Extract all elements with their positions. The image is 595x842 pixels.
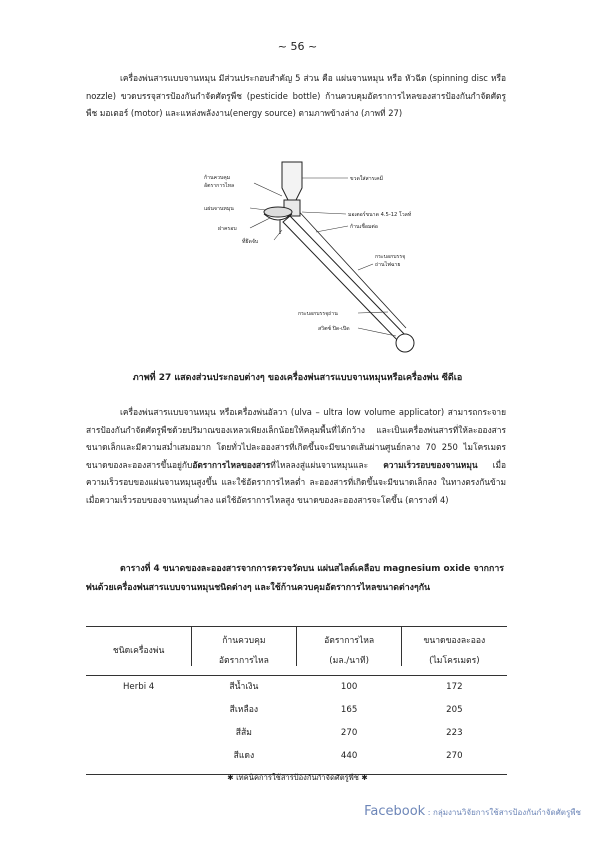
cell-size: 270 [402, 745, 507, 775]
header-flow: อัตราการไหล (มล./นาที) [297, 627, 402, 676]
header-sprayer: ชนิดเครื่องพ่น [86, 627, 191, 676]
cell-size: 172 [446, 682, 463, 692]
label-flow-rod: ก้านควบคุม [204, 175, 231, 181]
spinning-disc [264, 207, 292, 217]
table-row [86, 745, 507, 775]
table-row [86, 699, 507, 722]
cell-sprayer [86, 745, 191, 775]
cell-flow: 100 [340, 682, 358, 692]
intro-text: เครื่องพ่นสารแบบจานหมุน มีส่วนประกอบสำคัญ 5 ส่วน คือ แผ่นจานหมุน หรือ หัวฉีด (spinning disc หรือ nozzle) ขวดบรรจุสารป้องกันกำจัดศัตรูพืช (pesticide bottle) ก้านควบคุมอัตราการไหลของสารป้องกันกำจัดศัตรูพืช มอเตอร์ (motor) และแหล่งพลังงาน(energy source) ตามภาพข้างล่าง (ภาพที่ 27) [86, 73, 506, 118]
table-divider [401, 626, 402, 666]
header-rod: ก้านควบคุม อัตราการไหล [191, 627, 296, 676]
label-flow-rate: อัตราการไหล [204, 183, 235, 189]
sprayer-diagram [198, 160, 438, 356]
label-handle: ที่ยึดจับ [242, 239, 259, 245]
label-cover: ฝาครอบ [218, 226, 237, 232]
label-disc: แผ่นจานหมุน [204, 206, 234, 212]
footer-brand: Facebook [364, 804, 426, 819]
cell-rod: สีน้ำเงิน [229, 682, 259, 692]
body-text-1: เครื่องพ่นสารแบบจานหมุน หรือเครื่องพ่นอัลวา (ulva – ultra low volume applicator) สามารถกระจายสารป้องกันกำจัดศัตรูพืชด้วยปริมาณของเหลวเพียงเล็กน้อยให้คลุมพื้นที่ได้กว้าง และเป็นเครื่องพ่นสารที่ให้ละอองสารขนาดเล็กและมีความสม่ำเสมอมาก โดยทั่วไปละอองสารที่เกิดขึ้นจะมีขนาดเส้นผ่านศูนย์กลาง 70 250 ไมโครเมตร ขนาดของละอองสารขึ้นอยู่กับ [86, 407, 506, 470]
body-text-2: ที่ไหลลงสู่แผ่นจานหมุนและ [270, 459, 384, 470]
table-caption-text: ตารางที่ 4 ขนาดของละอองสารจากการตรวจวัดบน แผ่นสไลด์เคลือบ magnesium oxide จากการพ่นด้วยเครื่องพ่นสารแบบจานหมุนชนิดต่างๆ และใช้ก้านควบคุมอัตราการไหลขนาดต่างๆกัน [86, 564, 504, 593]
cell-rod: สีเหลือง [229, 705, 259, 715]
label-motor: มอเตอร์ขนาด 4.5-12 โวลท์ [348, 212, 412, 218]
footnote: ✱ เทคนิคการใช้สารป้องกันกำจัดศัตรูพืช ✱ [227, 773, 368, 782]
table-divider [191, 626, 192, 666]
table-row [86, 676, 507, 700]
label-rod: ก้านเชื่อมต่อ [350, 224, 378, 230]
handle-tube [283, 216, 408, 344]
cell-sprayer: Herbi 4 [122, 682, 155, 692]
table-caption [86, 560, 506, 598]
cell-sprayer [86, 722, 191, 745]
cell-size: 223 [446, 728, 463, 738]
cell-rod: สีแดง [191, 745, 296, 775]
cell-size: 205 [446, 705, 463, 715]
label-tube2: ถ่านไฟฉาย [375, 262, 401, 268]
end-cap [396, 334, 414, 352]
label-battery: กระบอกบรรจุถ่าน [298, 311, 338, 317]
cell-flow: 440 [297, 745, 402, 775]
cell-sprayer [86, 699, 191, 722]
cell-flow: 270 [340, 728, 358, 738]
label-switch: สวิตซ์ ปิด-เปิด [318, 326, 350, 332]
pesticide-bottle [282, 162, 302, 200]
footer-text: : กลุ่มงานวิจัยการใช้สารป้องกันกำจัดศัตรูพืช [425, 808, 581, 817]
body-bold-flow-rate: อัตราการไหลของสาร [192, 459, 271, 470]
table-row [86, 722, 507, 745]
intro-paragraph [86, 70, 506, 123]
header-size: ขนาดของละออง (ไมโครเมตร) [402, 627, 507, 676]
cell-flow: 165 [340, 705, 358, 715]
body-paragraph [86, 404, 506, 509]
figure-caption: ภาพที่ 27 แสดงส่วนประกอบต่างๆ ของเครื่องพ่นสารแบบจานหมุนหรือเครื่องพ่น ซีดีเอ [132, 373, 463, 383]
page-number: ~ 56 ~ [277, 40, 318, 53]
body-bold-disc-speed: ความเร็วรอบของจานหมุน [383, 459, 478, 470]
table-divider [296, 626, 297, 666]
label-bottle: ขวดใส่สารเคมี [350, 176, 384, 182]
page-footer [364, 804, 581, 819]
body-text-3: เมื่อความเร็วรอบของแผ่นจานหมุนสูงขึ้น และใช้อัตราการไหลต่ำ ละอองสารที่เกิดขึ้นจะมีขนาดเล็กลง ในทางตรงกันข้าม เมื่อความเร็วรอบของจานหมุนต่ำลง แต่ใช้อัตราการไหลสูง ขนาดของละอองสารจะโตขึ้น (ตารางที่ 4) [86, 459, 507, 505]
label-tube: กระบอกบรรจุ [375, 254, 406, 260]
cell-rod: สีส้ม [235, 728, 252, 738]
